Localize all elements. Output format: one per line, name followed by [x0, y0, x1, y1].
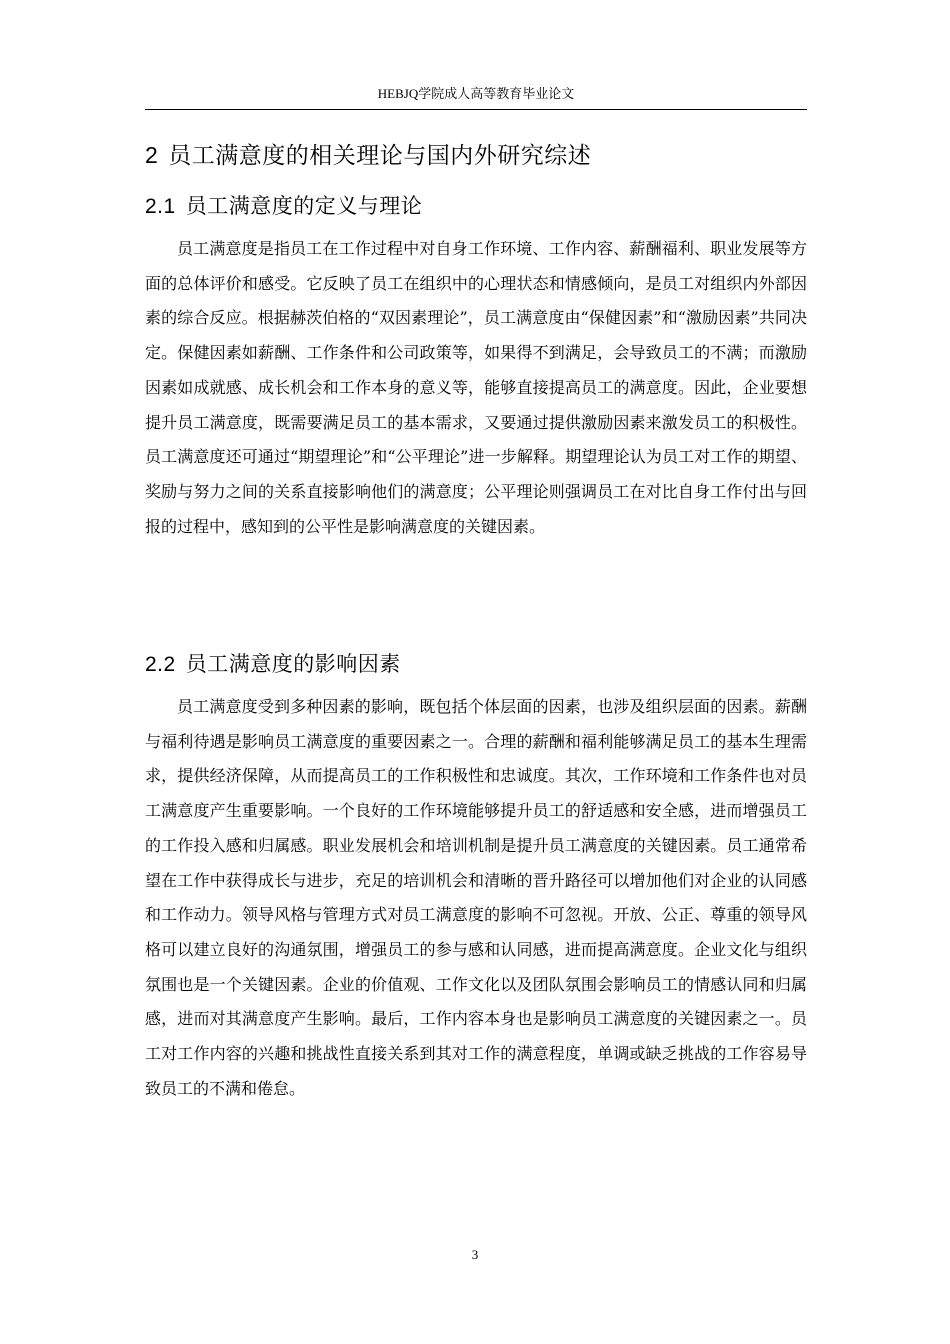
chapter-number: 2 — [145, 142, 159, 168]
chapter-title: 员工满意度的相关理论与国内外研究综述 — [168, 143, 592, 169]
body-paragraph: 员工满意度是指员工在工作过程中对自身工作环境、工作内容、薪酬福利、职业发展等方面的总体评价和感受。它反映了员工在组织中的心理状态和情感倾向，是员工对组织内外部因素的综合反应。根据赫茨伯格的“双因素理论”，员工满意度由“保健因素”和“激励因素”共同决定。保健因素如薪酬、工作条件和公司政策等，如果得不到满足，会导致员工的不满；而激励因素如成就感、成长机会和工作本身的意义等，能够直接提高员工的满意度。因此，企业要想提升员工满意度，既需要满足员工的基本需求，又要通过提供激励因素来激发员工的积极性。员工满意度还可通过“期望理论”和“公平理论”进一步解释。期望理论认为员工对工作的期望、奖励与努力之间的关系直接影响他们的满意度；公平理论则强调员工在对比自身工作付出与回报的过程中，感知到的公平性是影响满意度的关键因素。 — [145, 239, 807, 536]
header-title: HEBJQ学院成人高等教育毕业论文 — [377, 86, 575, 101]
section-heading — [145, 190, 422, 223]
page-number: 3 — [471, 1247, 479, 1262]
body-paragraph: 员工满意度受到多种因素的影响，既包括个体层面的因素，也涉及组织层面的因素。薪酬与福利待遇是影响员工满意度的重要因素之一。合理的薪酬和福利能够满足员工的基本生理需求，提供经济保障，从而提高员工的工作积极性和忠诚度。其次，工作环境和工作条件也对员工满意度产生重要影响。一个良好的工作环境能够提升员工的舒适感和安全感，进而增强员工的工作投入感和归属感。职业发展机会和培训机制是提升员工满意度的关键因素。员工通常希望在工作中获得成长与进步，充足的培训机会和清晰的晋升路径可以增加他们对企业的认同感和工作动力。领导风格与管理方式对员工满意度的影响不可忽视。开放、公正、尊重的领导风格可以建立良好的沟通氛围，增强员工的参与感和认同感，进而提高满意度。企业文化与组织氛围也是一个关键因素。企业的价值观、工作文化以及团队氛围会影响员工的情感认同和归属感，进而对其满意度产生影响。最后，工作内容本身也是影响员工满意度的关键因素之一。员工对工作内容的兴趣和挑战性直接关系到其对工作的满意程度，单调或缺乏挑战的工作容易导致员工的不满和倦怠。 — [145, 697, 807, 1098]
section-heading — [145, 648, 401, 681]
chapter-heading — [145, 138, 591, 173]
section-number: 2.2 — [145, 653, 176, 676]
section-number: 2.1 — [145, 195, 176, 218]
section-title: 员工满意度的定义与理论 — [185, 194, 423, 218]
section-title: 员工满意度的影响因素 — [185, 652, 401, 676]
page-header — [145, 84, 807, 110]
